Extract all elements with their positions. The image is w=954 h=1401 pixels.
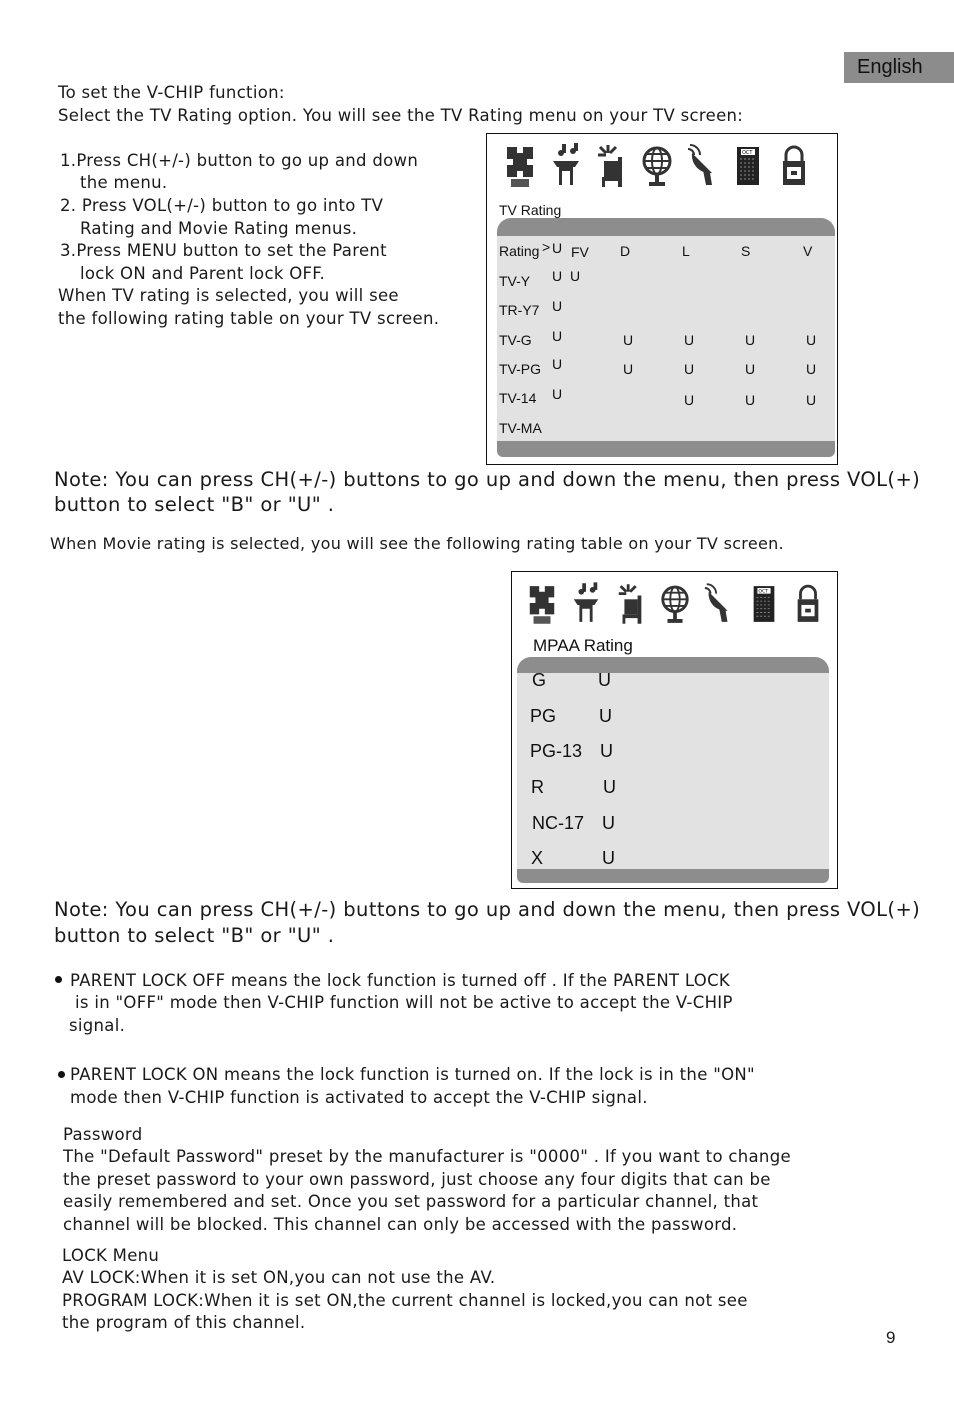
mpaa-footer-band <box>517 869 829 883</box>
cell-tv-pg-v: U <box>806 361 817 377</box>
tv-rating-footer-band <box>497 441 835 457</box>
picture-icon <box>526 581 558 627</box>
step-3-cont: lock ON and Parent lock OFF. <box>80 264 325 283</box>
row-label-tr-y7: TR-Y7 <box>499 302 540 318</box>
mpaa-row-label-r: R <box>531 777 544 797</box>
mpaa-row-label-g: G <box>532 670 547 690</box>
parent-lock-on-line-1: PARENT LOCK ON means the lock function is turned on. If the lock is in the "ON" <box>70 1065 755 1084</box>
cell-tv-y-u: U <box>552 268 563 284</box>
lock-menu-program-lock-line-1: PROGRAM LOCK:When it is set ON,the current channel is locked,you can not see <box>62 1291 748 1310</box>
movie-menu-icon-bar <box>520 574 830 634</box>
password-heading: Password <box>63 1125 143 1144</box>
row-label-tv-y: TV-Y <box>499 273 531 289</box>
mpaa-row-label-pg-13: PG-13 <box>530 741 583 761</box>
cell-tv-pg-u: U <box>552 356 563 372</box>
tv-rating-screen <box>486 133 838 465</box>
clock-icon-text: OCT <box>742 150 753 156</box>
mpaa-row-label-pg: PG <box>530 706 557 726</box>
col-d: D <box>620 243 631 259</box>
cell-tv-g-d: U <box>623 332 634 348</box>
function-icon <box>615 581 647 627</box>
movie-rating-screen <box>511 571 838 889</box>
parent-lock-on-line-2: mode then V-CHIP function is activated to accept the V-CHIP signal. <box>70 1088 648 1107</box>
globe-icon <box>659 581 691 627</box>
cell-tr-y7-u: U <box>552 298 563 314</box>
clock-icon <box>748 581 780 627</box>
step-2: 2. Press VOL(+/-) button to go into TV <box>60 196 384 215</box>
bullet-parent-lock-on <box>58 1071 65 1078</box>
col-u: U <box>552 240 563 256</box>
cell-tv-g-v: U <box>806 332 817 348</box>
lock-menu-av-lock: AV LOCK:When it is set ON,you can not use the AV. <box>62 1268 496 1287</box>
sound-icon <box>570 581 602 627</box>
mpaa-panel <box>517 673 829 870</box>
cell-tv-y-fv: U <box>570 268 581 284</box>
satellite-icon <box>686 143 720 189</box>
row-label-tv-pg: TV-PG <box>499 361 542 377</box>
tv-rating-selected-line-2: the following rating table on your TV screen. <box>58 309 440 328</box>
picture-icon <box>503 143 537 189</box>
step-1: 1.Press CH(+/-) button to go up and down <box>60 151 419 170</box>
col-rating: Rating <box>499 243 540 259</box>
movie-intro: When Movie rating is selected, you will see the following rating table on your TV screen. <box>50 534 784 553</box>
tv-rating-title: TV Rating <box>499 202 562 218</box>
row-label-tv-g: TV-G <box>499 332 532 348</box>
lock-menu-program-lock-line-2: the program of this channel. <box>62 1313 306 1332</box>
col-s: S <box>741 243 751 259</box>
globe-icon <box>640 143 674 189</box>
parent-lock-off-line-1: PARENT LOCK OFF means the lock function is turned off . If the PARENT LOCK <box>70 971 731 990</box>
step-1-cont: the menu. <box>80 173 168 192</box>
parent-lock-off-line-3: signal. <box>69 1016 126 1035</box>
password-line-1: The "Default Password" preset by the manufacturer is "0000" . If you want to change <box>63 1147 791 1166</box>
clock-icon <box>731 143 765 189</box>
cell-tv-g-u: U <box>552 328 563 344</box>
note-2-line-2: button to select "B" or "U" . <box>54 924 335 947</box>
cell-tv-pg-s: U <box>745 361 756 377</box>
cell-tv-14-l: U <box>684 392 695 408</box>
tv-rating-selected-line-1: When TV rating is selected, you will see <box>58 286 399 305</box>
intro-line-2: Select the TV Rating option. You will see the TV Rating menu on your TV screen: <box>58 106 744 125</box>
mpaa-row-value-pg: U <box>599 706 612 726</box>
lock-icon <box>792 581 824 627</box>
lock-menu-heading: LOCK Menu <box>62 1246 160 1265</box>
col-fv: FV <box>571 244 589 260</box>
note-2-line-1: Note: You can press CH(+/-) buttons to go up and down the menu, then press VOL(+) <box>54 898 921 921</box>
bullet-parent-lock-off <box>55 976 62 983</box>
satellite-icon <box>703 581 735 627</box>
password-line-2: the preset password to your own password, just choose any four digits that can be <box>63 1170 771 1189</box>
intro-line-1: To set the V-CHIP function: <box>58 83 285 102</box>
col-v: V <box>803 243 813 259</box>
mpaa-rating-title: MPAA Rating <box>533 636 633 655</box>
mpaa-row-value-pg-13: U <box>600 741 613 761</box>
col-l: L <box>682 243 690 259</box>
mpaa-row-label-nc-17: NC-17 <box>532 813 585 833</box>
step-2-cont: Rating and Movie Rating menus. <box>80 219 358 238</box>
mpaa-row-value-nc-17: U <box>602 813 615 833</box>
mpaa-row-label-x: X <box>531 848 544 868</box>
menu-icon-bar <box>497 136 817 196</box>
cell-tv-g-l: U <box>684 332 695 348</box>
password-line-4: channel will be blocked. This channel can only be accessed with the password. <box>63 1215 738 1234</box>
password-line-3: easily remembered and set. Once you set password for a particular channel, that <box>63 1192 759 1211</box>
clock-icon-text: OCT <box>757 589 768 595</box>
tv-rating-panel <box>497 236 835 442</box>
cell-tv-14-u: U <box>552 386 563 402</box>
cell-tv-pg-d: U <box>623 361 634 377</box>
cell-tv-14-s: U <box>745 392 756 408</box>
mpaa-row-value-g: U <box>598 670 611 690</box>
cell-tv-pg-l: U <box>684 361 695 377</box>
page-number: 9 <box>886 1328 896 1347</box>
step-3: 3.Press MENU button to set the Parent <box>60 241 387 260</box>
row-label-tv-14: TV-14 <box>499 390 537 406</box>
lock-icon <box>777 143 811 189</box>
note-1-line-1: Note: You can press CH(+/-) buttons to go up and down the menu, then press VOL(+) <box>54 468 921 491</box>
language-tab: English <box>844 52 954 83</box>
row-label-tv-ma: TV-MA <box>499 420 542 436</box>
tv-rating-header-band <box>497 218 835 238</box>
sound-icon <box>549 143 583 189</box>
parent-lock-off-line-2: is in "OFF" mode then V-CHIP function will not be active to accept the V-CHIP <box>75 993 733 1012</box>
mpaa-row-value-x: U <box>602 848 615 868</box>
mpaa-row-value-r: U <box>603 777 616 797</box>
function-icon <box>594 143 628 189</box>
note-1-line-2: button to select "B" or "U" . <box>54 493 335 516</box>
cursor-indicator: > <box>542 239 551 255</box>
cell-tv-14-v: U <box>806 392 817 408</box>
cell-tv-g-s: U <box>745 332 756 348</box>
